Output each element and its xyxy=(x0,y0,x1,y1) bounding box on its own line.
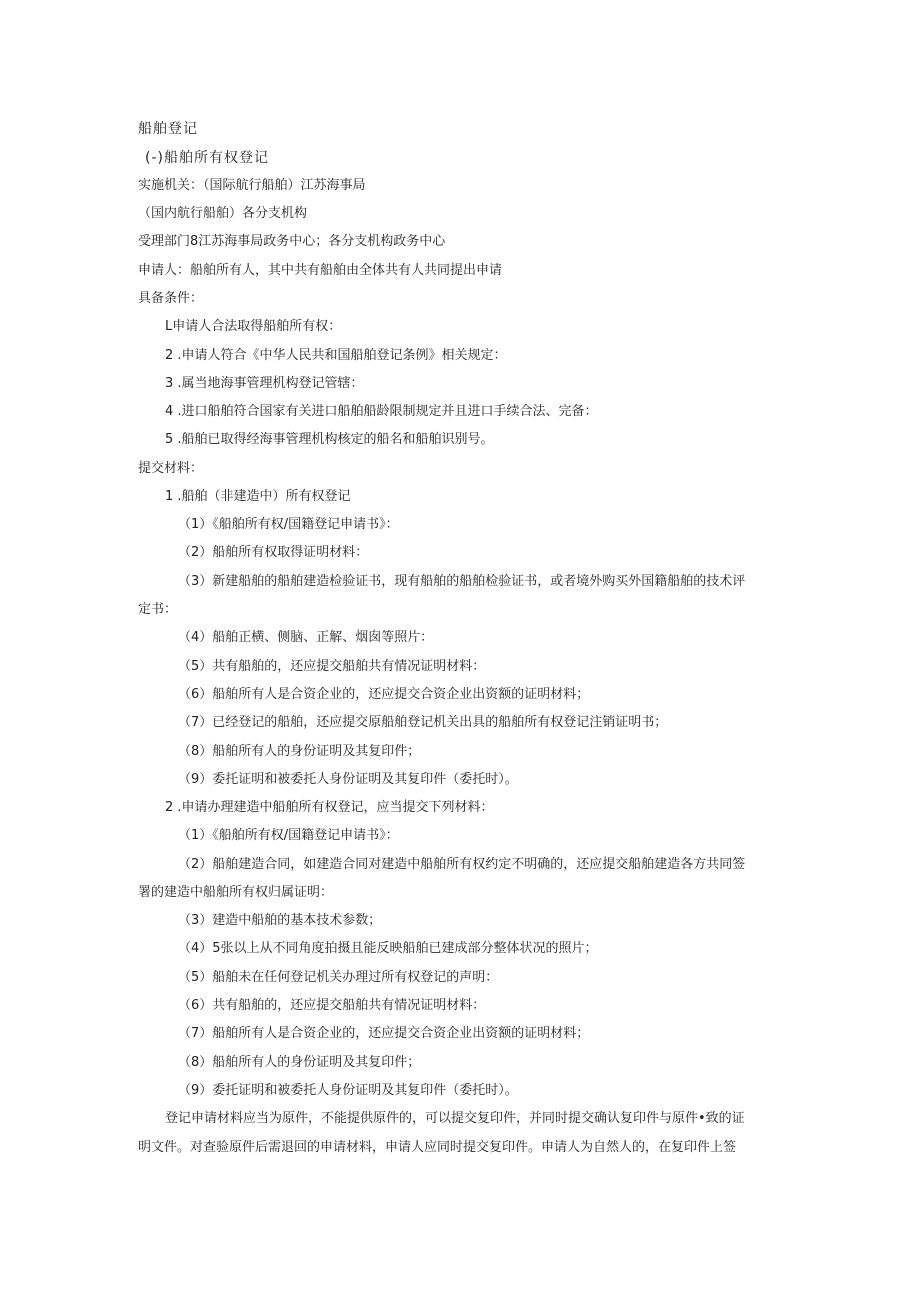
accepting-dept: 受理部门8江苏海事局政务中心；各分支机构政务中心 xyxy=(138,234,446,249)
group1-item-cont: 定书： xyxy=(138,602,178,617)
implementing-agency: 实施机关：（国际航行船舶）江苏海事局 xyxy=(138,178,366,193)
condition-item: 3 .属当地海事管理机构登记管辖： xyxy=(165,376,364,391)
section-heading: (-)船舶所有权登记 xyxy=(145,150,269,166)
group1-item: （7）已经登记的船舶，还应提交原船舶登记机关出具的船舶所有权登记注销证明书； xyxy=(178,715,668,730)
group1-item: （4）船舶正横、侧脑、正解、烟囱等照片： xyxy=(178,630,434,645)
closing-paragraph-line: 明文件。对查验原件后需退回的申请材料，申请人应同时提交复印件。申请人为自然人的，在复印件上签 xyxy=(138,1140,737,1155)
closing-paragraph-line: 登记申请材料应当为原件，不能提供原件的，可以提交复印件，并同时提交确认复印件与原件•致的证 xyxy=(165,1111,745,1126)
group2-item: （4）5张以上从不同角度拍摄且能反映船舶已建成部分整体状况的照片； xyxy=(178,941,598,956)
group2-item: （9）委托证明和被委托人身份证明及其复印件（委托时）。 xyxy=(178,1083,518,1098)
materials-label: 提交材料： xyxy=(138,461,204,476)
group2-item: （7）船舶所有人是合资企业的，还应提交合资企业出资额的证明材料； xyxy=(178,1026,590,1041)
group1-item: （1）《船舶所有权/国籍登记申请书》： xyxy=(178,517,399,532)
document-title: 船舶登记 xyxy=(138,121,198,137)
group1-item: （8）船舶所有人的身份证明及其复印件； xyxy=(178,744,421,759)
condition-item: 5 .船舶已取得经海事管理机构核定的船名和船舶识别号。 xyxy=(165,432,494,447)
condition-item: L申请人合法取得船舶所有权： xyxy=(165,319,342,334)
group1-item: （9）委托证明和被委托人身份证明及其复印件（委托时）。 xyxy=(178,772,518,787)
group2-item: （2）船舶建造合同，如建造合同对建造中船舶所有权约定不明确的，还应提交船舶建造各方共同签 xyxy=(178,857,746,872)
applicant: 申请人：船舶所有人，其中共有船舶由全体共有人共同提出申请 xyxy=(138,263,503,278)
group2-item: （8）船舶所有人的身份证明及其复印件； xyxy=(178,1055,421,1070)
group1-heading: 1 .船舶（非建造中）所有权登记 xyxy=(165,489,351,504)
group2-item-cont: 署的建造中船舶所有权归属证明： xyxy=(138,885,334,900)
group2-item: （1）《船舶所有权/国籍登记申请书》： xyxy=(178,828,399,843)
implementing-agency-cont: （国内航行船舶）各分支机构 xyxy=(138,206,308,221)
condition-item: 4 .进口船舶符合国家有关进口船舶船龄限制规定并且进口手续合法、完备： xyxy=(165,404,598,419)
conditions-label: 具备条件： xyxy=(138,291,204,306)
group2-item: （5）船舶未在任何登记机关办理过所有权登记的声明： xyxy=(178,970,499,985)
group2-heading: 2 .申请办理建造中船舶所有权登记，应当提交下列材料： xyxy=(165,800,494,815)
condition-item: 2 .申请人符合《中华人民共和国船舶登记条例》相关规定： xyxy=(165,348,507,363)
group2-item: （3）建造中船舶的基本技术参数； xyxy=(178,913,382,928)
group1-item: （2）船舶所有权取得证明材料： xyxy=(178,545,369,560)
group1-item: （6）船舶所有人是合资企业的，还应提交合资企业出资额的证明材料； xyxy=(178,687,590,702)
group2-item: （6）共有船舶的，还应提交船舶共有情况证明材料： xyxy=(178,998,486,1013)
group1-item: （5）共有船舶的，还应提交船舶共有情况证明材料： xyxy=(178,659,486,674)
group1-item: （3）新建船舶的船舶建造检验证书，现有船舶的船舶检验证书，或者境外购买外国籍船舶的技术评 xyxy=(178,574,746,589)
